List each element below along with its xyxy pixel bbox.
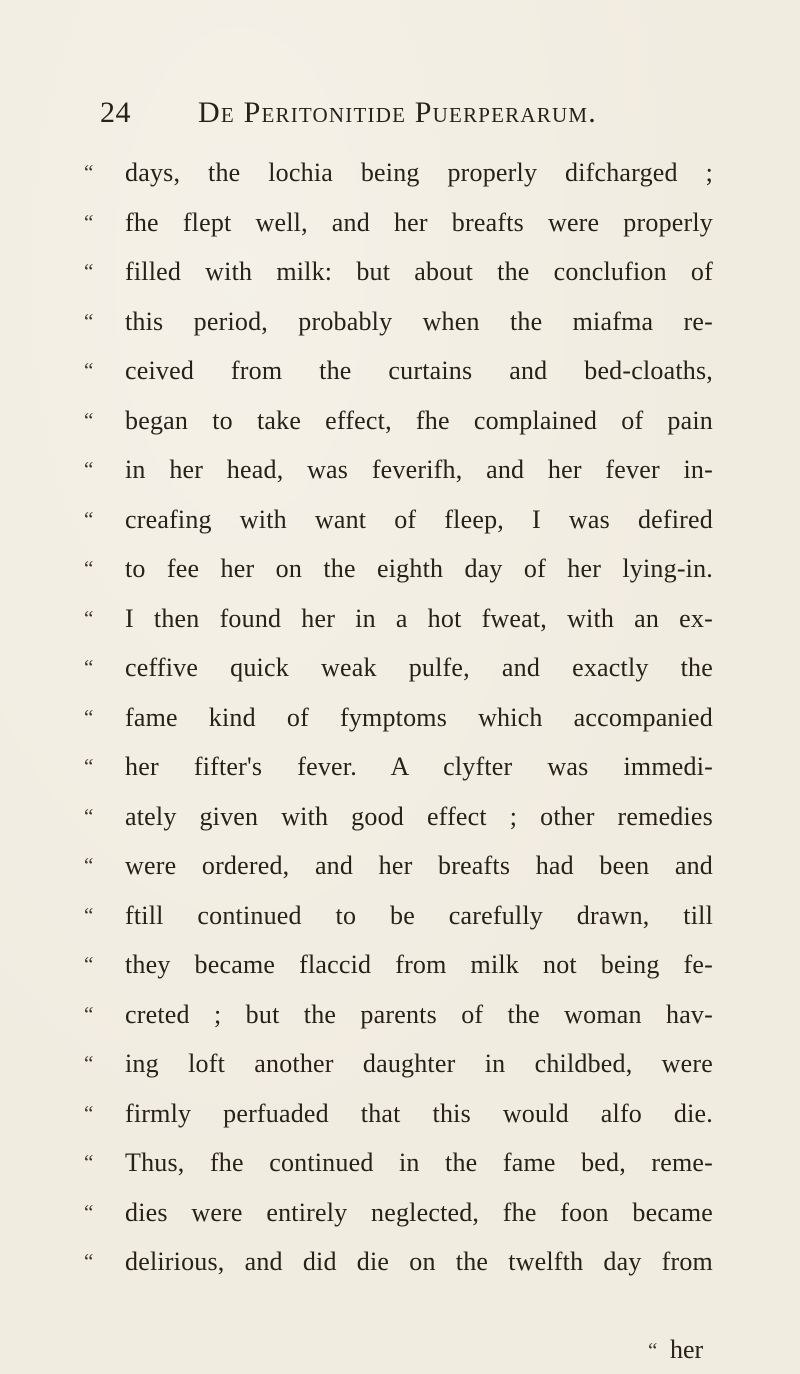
text-line <box>0 643 800 693</box>
text-line <box>0 148 800 198</box>
quote-mark: “ <box>84 209 94 234</box>
text-line <box>0 792 800 842</box>
text-line <box>0 495 800 545</box>
quote-mark: “ <box>84 556 94 580</box>
line-text: fhe flept well, and her breafts were properly <box>125 207 713 237</box>
text-line <box>0 940 800 990</box>
quote-mark: “ <box>84 902 94 927</box>
line-text: I then found her in a hot fweat, with an ex- <box>125 603 713 633</box>
quote-mark: “ <box>84 259 94 283</box>
line-text: creted ; but the parents of the woman hav- <box>125 999 713 1029</box>
text-line <box>0 891 800 941</box>
text-line <box>0 396 800 446</box>
page-number: 24 <box>100 96 131 129</box>
quote-mark: “ <box>84 704 94 729</box>
running-header <box>0 96 800 140</box>
line-text: Thus, fhe continued in the fame bed, reme- <box>125 1148 713 1177</box>
line-text: were ordered, and her breafts had been and <box>125 851 713 880</box>
text-line <box>0 198 800 248</box>
quote-mark: “ <box>84 457 94 481</box>
quote-mark: “ <box>84 754 94 778</box>
text-line <box>0 1138 800 1188</box>
catchword-text: her <box>670 1335 704 1364</box>
line-text: ing loft another daughter in childbed, were <box>125 1049 713 1078</box>
line-text: dies were entirely neglected, fhe foon became <box>125 1197 713 1227</box>
text-line <box>0 1237 800 1287</box>
line-text: this period, probably when the miafma re- <box>125 306 713 336</box>
quote-mark: “ <box>84 1100 94 1125</box>
catchword-quote-mark: “ <box>648 1338 658 1362</box>
text-line <box>0 693 800 743</box>
line-text: ceived from the curtains and bed-cloaths, <box>125 356 713 385</box>
text-line <box>0 445 800 495</box>
line-text: delirious, and did die on the twelfth day from <box>125 1247 713 1276</box>
line-text: days, the lochia being properly difcharged ; <box>125 158 713 187</box>
line-text: filled with milk: but about the conclufion of <box>125 257 713 286</box>
text-line <box>0 247 800 297</box>
line-text: to fee her on the eighth day of her lying-in. <box>125 554 713 583</box>
quote-mark: “ <box>84 655 94 679</box>
quote-mark: “ <box>84 605 94 630</box>
quote-mark: “ <box>84 853 94 877</box>
quote-mark: “ <box>84 506 94 531</box>
text-line <box>0 297 800 347</box>
line-text: firmly perfuaded that this would alfo die. <box>125 1098 713 1128</box>
quote-mark: “ <box>84 308 94 333</box>
line-text: ately given with good effect ; other remedies <box>125 801 713 831</box>
quote-mark: “ <box>84 803 94 828</box>
line-text: ceffive quick weak pulfe, and exactly the <box>125 653 713 682</box>
quote-mark: “ <box>84 1051 94 1075</box>
body-text <box>0 148 800 1287</box>
quote-mark: “ <box>84 358 94 382</box>
quote-mark: “ <box>84 1150 94 1174</box>
text-line <box>0 990 800 1040</box>
quote-mark: “ <box>84 1249 94 1273</box>
text-line <box>0 544 800 594</box>
line-text: ftill continued to be carefully drawn, till <box>125 900 713 930</box>
line-text: her fifter's fever. A clyfter was immedi- <box>125 752 713 781</box>
quote-mark: “ <box>84 1199 94 1224</box>
quote-mark: “ <box>84 952 94 976</box>
text-line <box>0 1039 800 1089</box>
line-text: creafing with want of fleep, I was defired <box>125 504 713 534</box>
line-text: began to take effect, fhe complained of pain <box>125 405 713 435</box>
quote-mark: “ <box>84 1001 94 1026</box>
quote-mark: “ <box>84 160 94 184</box>
line-text: in her head, was feverifh, and her fever in- <box>125 455 713 484</box>
text-line <box>0 346 800 396</box>
line-text: fame kind of fymptoms which accompanied <box>125 702 713 732</box>
running-title: De Peritonitide Puerperarum. <box>198 96 597 129</box>
text-line <box>0 742 800 792</box>
line-text: they became flaccid from milk not being fe- <box>125 950 713 979</box>
text-line <box>0 1188 800 1238</box>
quote-mark: “ <box>84 407 94 432</box>
text-line <box>0 1089 800 1139</box>
text-line <box>0 841 800 891</box>
text-line <box>0 594 800 644</box>
